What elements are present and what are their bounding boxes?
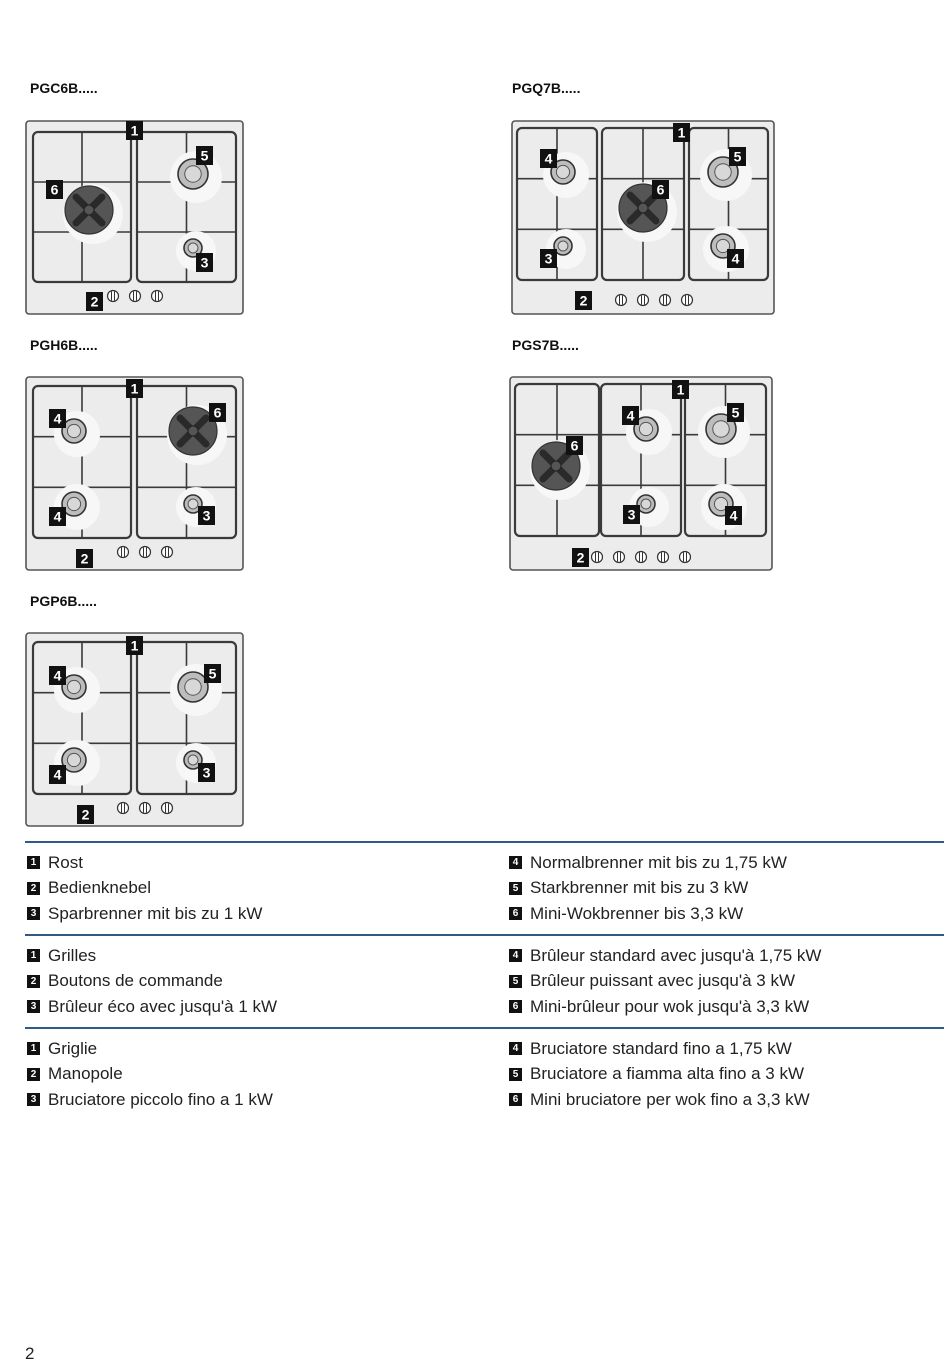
svg-text:1: 1: [130, 637, 139, 654]
control-knob: [162, 547, 173, 558]
svg-text:1: 1: [130, 380, 139, 397]
legend-divider-it: [25, 1027, 944, 1029]
page-number: 2: [25, 1344, 35, 1363]
callout-number: [727, 403, 744, 422]
callout-number: [672, 380, 689, 399]
svg-text:2: 2: [81, 806, 90, 823]
legend-divider-de: [25, 841, 944, 843]
legend-item: [27, 1087, 273, 1113]
legend-item: [509, 876, 787, 902]
hob-diagram-pgs7b: [509, 376, 773, 571]
number-badge: 2: [27, 1068, 40, 1081]
legend-text: Griglie: [48, 1038, 98, 1058]
svg-text:4: 4: [544, 150, 553, 167]
number-badge: 5: [509, 975, 522, 988]
svg-text:6: 6: [570, 437, 579, 454]
number-badge: 3: [27, 1093, 40, 1106]
legend-text: Sparbrenner mit bis zu 1 kW: [48, 903, 263, 923]
legend-text: Rost: [48, 852, 83, 872]
control-knob: [658, 552, 669, 563]
legend-item: [509, 1062, 810, 1088]
control-knob: [680, 552, 691, 563]
svg-text:1: 1: [676, 381, 685, 398]
legend-item: [27, 850, 262, 876]
legend-item: [509, 1087, 810, 1113]
callout-number: [126, 636, 143, 655]
legend-item: [509, 901, 787, 927]
callout-number: [209, 403, 226, 422]
legend-text: Normalbrenner mit bis zu 1,75 kW: [530, 852, 787, 872]
legend-text: Boutons de commande: [48, 971, 223, 991]
svg-text:5: 5: [731, 404, 740, 421]
svg-text:4: 4: [53, 410, 62, 427]
svg-text:5: 5: [733, 148, 742, 165]
legend-text: Grilles: [48, 945, 97, 965]
control-knob: [638, 295, 649, 306]
legend-fr-right: [509, 943, 821, 1020]
svg-text:6: 6: [656, 181, 665, 198]
hob-svg: [25, 120, 244, 315]
callout-number: [652, 180, 669, 199]
callout-number: [623, 505, 640, 524]
svg-text:6: 6: [50, 181, 59, 198]
callout-number: [196, 146, 213, 165]
number-badge: 5: [509, 1068, 522, 1081]
hob-diagram-pgh6b: [25, 376, 244, 571]
number-badge: 3: [27, 1000, 40, 1013]
callout-number: [49, 409, 66, 428]
callout-number: [77, 805, 94, 824]
svg-text:5: 5: [200, 147, 209, 164]
legend-text: Mini-brûleur pour wok jusqu'à 3,3 kW: [530, 996, 810, 1016]
model-title-pgp6b: PGP6B.....: [30, 593, 97, 609]
number-badge: 2: [27, 882, 40, 895]
legend-de-right: [509, 850, 787, 927]
svg-text:2: 2: [90, 293, 99, 310]
legend-item: [509, 969, 821, 995]
svg-text:4: 4: [729, 507, 738, 524]
svg-text:3: 3: [202, 507, 211, 524]
control-knob: [108, 291, 119, 302]
legend-text: Manopole: [48, 1064, 123, 1084]
svg-text:2: 2: [576, 549, 585, 566]
callout-number: [49, 666, 66, 685]
callout-number: [86, 292, 103, 311]
legend-fr-left: [27, 943, 277, 1020]
hob-svg: [511, 120, 775, 315]
legend-item: [27, 1036, 273, 1062]
callout-number: [725, 506, 742, 525]
legend-item: [509, 850, 787, 876]
legend-item: [27, 994, 277, 1020]
legend-de-left: [27, 850, 262, 927]
legend-item: [27, 969, 277, 995]
control-knob: [118, 547, 129, 558]
hob-diagram-pgp6b: [25, 632, 244, 827]
callout-number: [198, 763, 215, 782]
hob-svg: [509, 376, 773, 571]
number-badge: 1: [27, 949, 40, 962]
legend-it-right: [509, 1036, 810, 1113]
control-knob: [118, 803, 129, 814]
control-knob: [162, 803, 173, 814]
control-knob: [130, 291, 141, 302]
hob-diagram-pgq7b: [511, 120, 775, 315]
model-title-pgh6b: PGH6B.....: [30, 337, 98, 353]
control-knob: [614, 552, 625, 563]
control-knob: [140, 803, 151, 814]
callout-number: [76, 549, 93, 568]
number-badge: 6: [509, 1093, 522, 1106]
control-knob: [140, 547, 151, 558]
legend-text: Mini-Wokbrenner bis 3,3 kW: [530, 903, 744, 923]
callout-number: [622, 406, 639, 425]
hob-panel: [26, 633, 243, 826]
callout-number: [49, 765, 66, 784]
callout-number: [46, 180, 63, 199]
svg-text:6: 6: [213, 404, 222, 421]
legend-text: Bruciatore standard fino a 1,75 kW: [530, 1038, 792, 1058]
legend-item: [509, 1036, 810, 1062]
callout-number: [204, 664, 221, 683]
svg-text:4: 4: [53, 766, 62, 783]
control-knob: [636, 552, 647, 563]
legend-divider-fr: [25, 934, 944, 936]
legend-item: [27, 1062, 273, 1088]
callout-number: [566, 436, 583, 455]
svg-text:3: 3: [200, 254, 209, 271]
callout-number: [673, 123, 690, 142]
legend-item: [509, 994, 821, 1020]
callout-number: [540, 149, 557, 168]
legend-text: Brûleur puissant avec jusqu'à 3 kW: [530, 971, 795, 991]
svg-text:4: 4: [53, 667, 62, 684]
hob-diagram-pgc6b: [25, 120, 244, 315]
number-badge: 4: [509, 1042, 522, 1055]
legend-it-left: [27, 1036, 273, 1113]
number-badge: 6: [509, 1000, 522, 1013]
wok-burner: [63, 184, 123, 244]
control-knob: [152, 291, 163, 302]
svg-text:5: 5: [208, 665, 217, 682]
number-badge: 4: [509, 949, 522, 962]
legend-text: Brûleur standard avec jusqu'à 1,75 kW: [530, 945, 822, 965]
svg-text:2: 2: [80, 550, 89, 567]
number-badge: 2: [27, 975, 40, 988]
legend-text: Bruciatore piccolo fino a 1 kW: [48, 1089, 273, 1109]
model-title-pgc6b: PGC6B.....: [30, 80, 98, 96]
hob-svg: [25, 376, 244, 571]
callout-number: [727, 249, 744, 268]
control-knob: [592, 552, 603, 563]
control-knob: [616, 295, 627, 306]
number-badge: 1: [27, 856, 40, 869]
callout-number: [49, 507, 66, 526]
svg-text:1: 1: [677, 124, 686, 141]
svg-text:3: 3: [202, 764, 211, 781]
callout-number: [729, 147, 746, 166]
callout-number: [572, 548, 589, 567]
callout-number: [126, 379, 143, 398]
svg-text:3: 3: [544, 250, 553, 267]
legend-item: [509, 943, 821, 969]
callout-number: [198, 506, 215, 525]
legend-item: [27, 943, 277, 969]
callout-number: [540, 249, 557, 268]
hob-svg: [25, 632, 244, 827]
svg-text:1: 1: [130, 122, 139, 139]
model-title-pgq7b: PGQ7B.....: [512, 80, 581, 96]
number-badge: 3: [27, 907, 40, 920]
legend-text: Brûleur éco avec jusqu'à 1 kW: [48, 996, 278, 1016]
callout-number: [575, 291, 592, 310]
legend-text: Bruciatore a fiamma alta fino a 3 kW: [530, 1064, 805, 1084]
legend-item: [27, 901, 262, 927]
legend-text: Mini bruciatore per wok fino a 3,3 kW: [530, 1089, 810, 1109]
svg-text:4: 4: [731, 250, 740, 267]
model-title-pgs7b: PGS7B.....: [512, 337, 579, 353]
callout-number: [126, 121, 143, 140]
legend-text: Bedienknebel: [48, 878, 152, 898]
control-knob: [660, 295, 671, 306]
legend-text: Starkbrenner mit bis zu 3 kW: [530, 878, 749, 898]
svg-text:3: 3: [627, 506, 636, 523]
number-badge: 6: [509, 907, 522, 920]
number-badge: 4: [509, 856, 522, 869]
svg-text:4: 4: [53, 508, 62, 525]
svg-text:2: 2: [579, 292, 588, 309]
number-badge: 5: [509, 882, 522, 895]
number-badge: 1: [27, 1042, 40, 1055]
control-knob: [682, 295, 693, 306]
svg-text:4: 4: [626, 407, 635, 424]
legend-item: [27, 876, 262, 902]
callout-number: [196, 253, 213, 272]
